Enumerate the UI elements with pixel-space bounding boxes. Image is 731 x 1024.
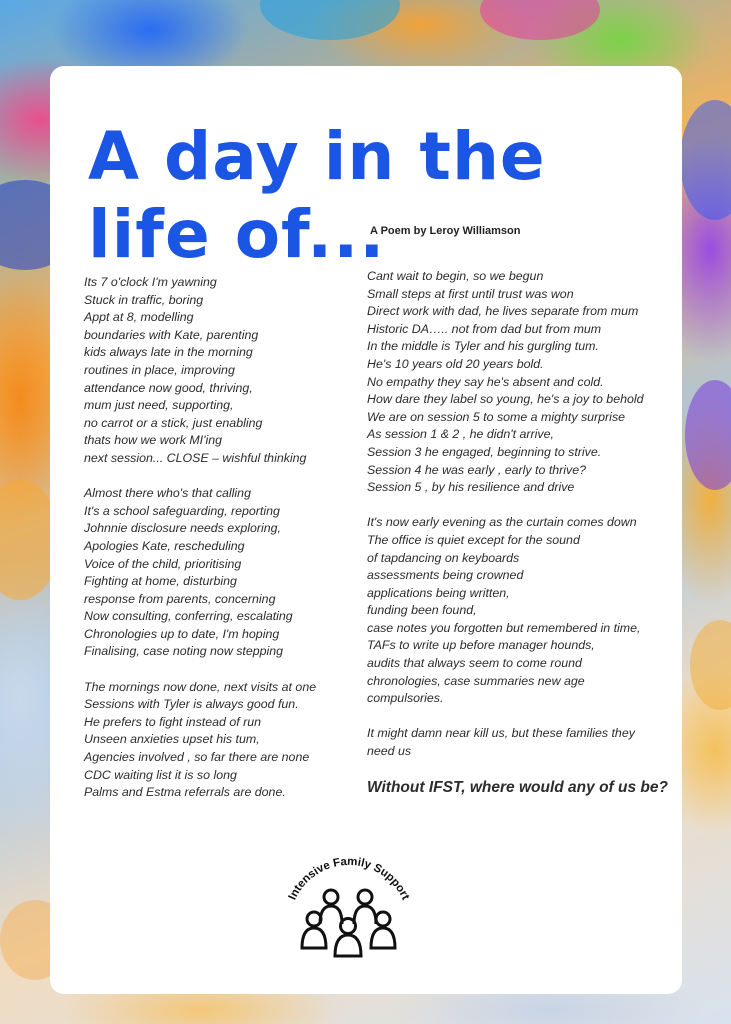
poem-line: no carrot or a stick, just enabling	[84, 415, 263, 430]
poem-line: Palms and Estma referrals are done.	[84, 785, 286, 800]
poem-line: applications being written,	[367, 585, 510, 600]
poem-line: It's now early evening as the curtain comes down	[367, 515, 637, 530]
poem-line: Almost there who's that calling	[84, 486, 251, 501]
poem-line: Stuck in traffic, boring	[84, 292, 204, 307]
poem-line: Now consulting, conferring, escalating	[84, 609, 293, 624]
poem-left-column	[84, 274, 354, 819]
poem-line: We are on session 5 to some a mighty surprise	[367, 409, 626, 424]
stanza-right-3	[367, 725, 667, 760]
poem-line: It's a school safeguarding, reporting	[84, 503, 280, 518]
stanza-left-3	[84, 679, 354, 802]
title-line-2: life of...	[88, 196, 386, 273]
poem-line: CDC waiting list it is so long	[84, 767, 237, 782]
poem-line: funding been found,	[367, 603, 477, 618]
poem-line: next session... CLOSE – wishful thinking	[84, 450, 307, 465]
poem-line: Apologies Kate, rescheduling	[84, 538, 245, 553]
poem-line: Agencies involved , so far there are none	[84, 750, 310, 765]
poem-line: Small steps at first until trust was won	[367, 286, 574, 301]
poem-line: Session 3 he engaged, beginning to strive.	[367, 444, 602, 459]
poem-right-column	[367, 268, 667, 778]
poem-line: Johnnie disclosure needs exploring,	[84, 521, 281, 536]
title-line-1: A day in the	[88, 118, 546, 195]
poem-line: Its 7 o'clock I'm yawning	[84, 275, 217, 289]
poem-line: It might damn near kill us, but these families they	[367, 726, 635, 741]
poem-line: compulsories.	[367, 691, 444, 706]
closing-line: Without IFST, where would any of us be?	[367, 779, 668, 796]
stanza-right-2	[367, 514, 667, 708]
logo-text-path: Intensive Family Support	[286, 855, 412, 902]
poem-line: He's 10 years old 20 years bold.	[367, 356, 544, 371]
poem-line: boundaries with Kate, parenting	[84, 327, 259, 342]
stanza-right-1	[367, 268, 667, 497]
poem-line: Sessions with Tyler is always good fun.	[84, 697, 299, 712]
poem-line: Session 5 , by his resilience and drive	[367, 480, 575, 495]
poem-line: Direct work with dad, he lives separate from mum	[367, 304, 639, 319]
stanza-left-1	[84, 274, 354, 468]
page-title	[88, 118, 546, 274]
stanza-left-2	[84, 485, 354, 661]
poem-card	[50, 66, 682, 994]
poem-line: In the middle is Tyler and his gurgling tum.	[367, 339, 599, 354]
poem-line: No empathy they say he's absent and cold.	[367, 374, 604, 389]
poem-line: The mornings now done, next visits at one	[84, 679, 317, 694]
poem-line: thats how we work MI'ing	[84, 433, 223, 448]
poem-line: case notes you forgotten but remembered in time,	[367, 620, 641, 635]
family-group-icon	[276, 842, 422, 972]
poem-line: audits that always seem to come round	[367, 656, 582, 671]
poem-line: Voice of the child, prioritising	[84, 556, 242, 571]
poem-line: Finalising, case noting now stepping	[84, 644, 284, 659]
poem-line: Appt at 8, modelling	[84, 310, 194, 325]
poem-line: routines in place, improving	[84, 362, 235, 377]
poem-line: TAFs to write up before manager hounds,	[367, 638, 595, 653]
poem-line: kids always late in the morning	[84, 345, 253, 360]
poem-line: need us	[367, 744, 412, 759]
poem-line: Fighting at home, disturbing	[84, 574, 237, 589]
poem-line: response from parents, concerning	[84, 591, 276, 606]
poem-line: Session 4 he was early , early to thrive?	[367, 462, 587, 477]
poem-line: Historic DA….. not from dad but from mum	[367, 321, 602, 336]
poem-line: assessments being crowned	[367, 568, 524, 583]
poem-line: The office is quiet except for the sound	[367, 532, 580, 547]
poem-line: attendance now good, thriving,	[84, 380, 253, 395]
poem-line: of tapdancing on keyboards	[367, 550, 520, 565]
poem-line: chronologies, case summaries new age	[367, 673, 585, 688]
byline: A Poem by Leroy Williamson	[370, 225, 521, 237]
poem-line: Chronologies up to date, I'm hoping	[84, 626, 280, 641]
poem-line: Cant wait to begin, so we begun	[367, 269, 544, 283]
poem-line: mum just need, supporting,	[84, 398, 234, 413]
poem-line: Unseen anxieties upset his tum,	[84, 732, 260, 747]
poem-line: How dare they label so young, he's a joy to behold	[367, 392, 644, 407]
logo-text	[287, 856, 412, 902]
poem-line: As session 1 & 2 , he didn't arrive,	[367, 427, 554, 442]
poem-line: He prefers to fight instead of run	[84, 714, 262, 729]
